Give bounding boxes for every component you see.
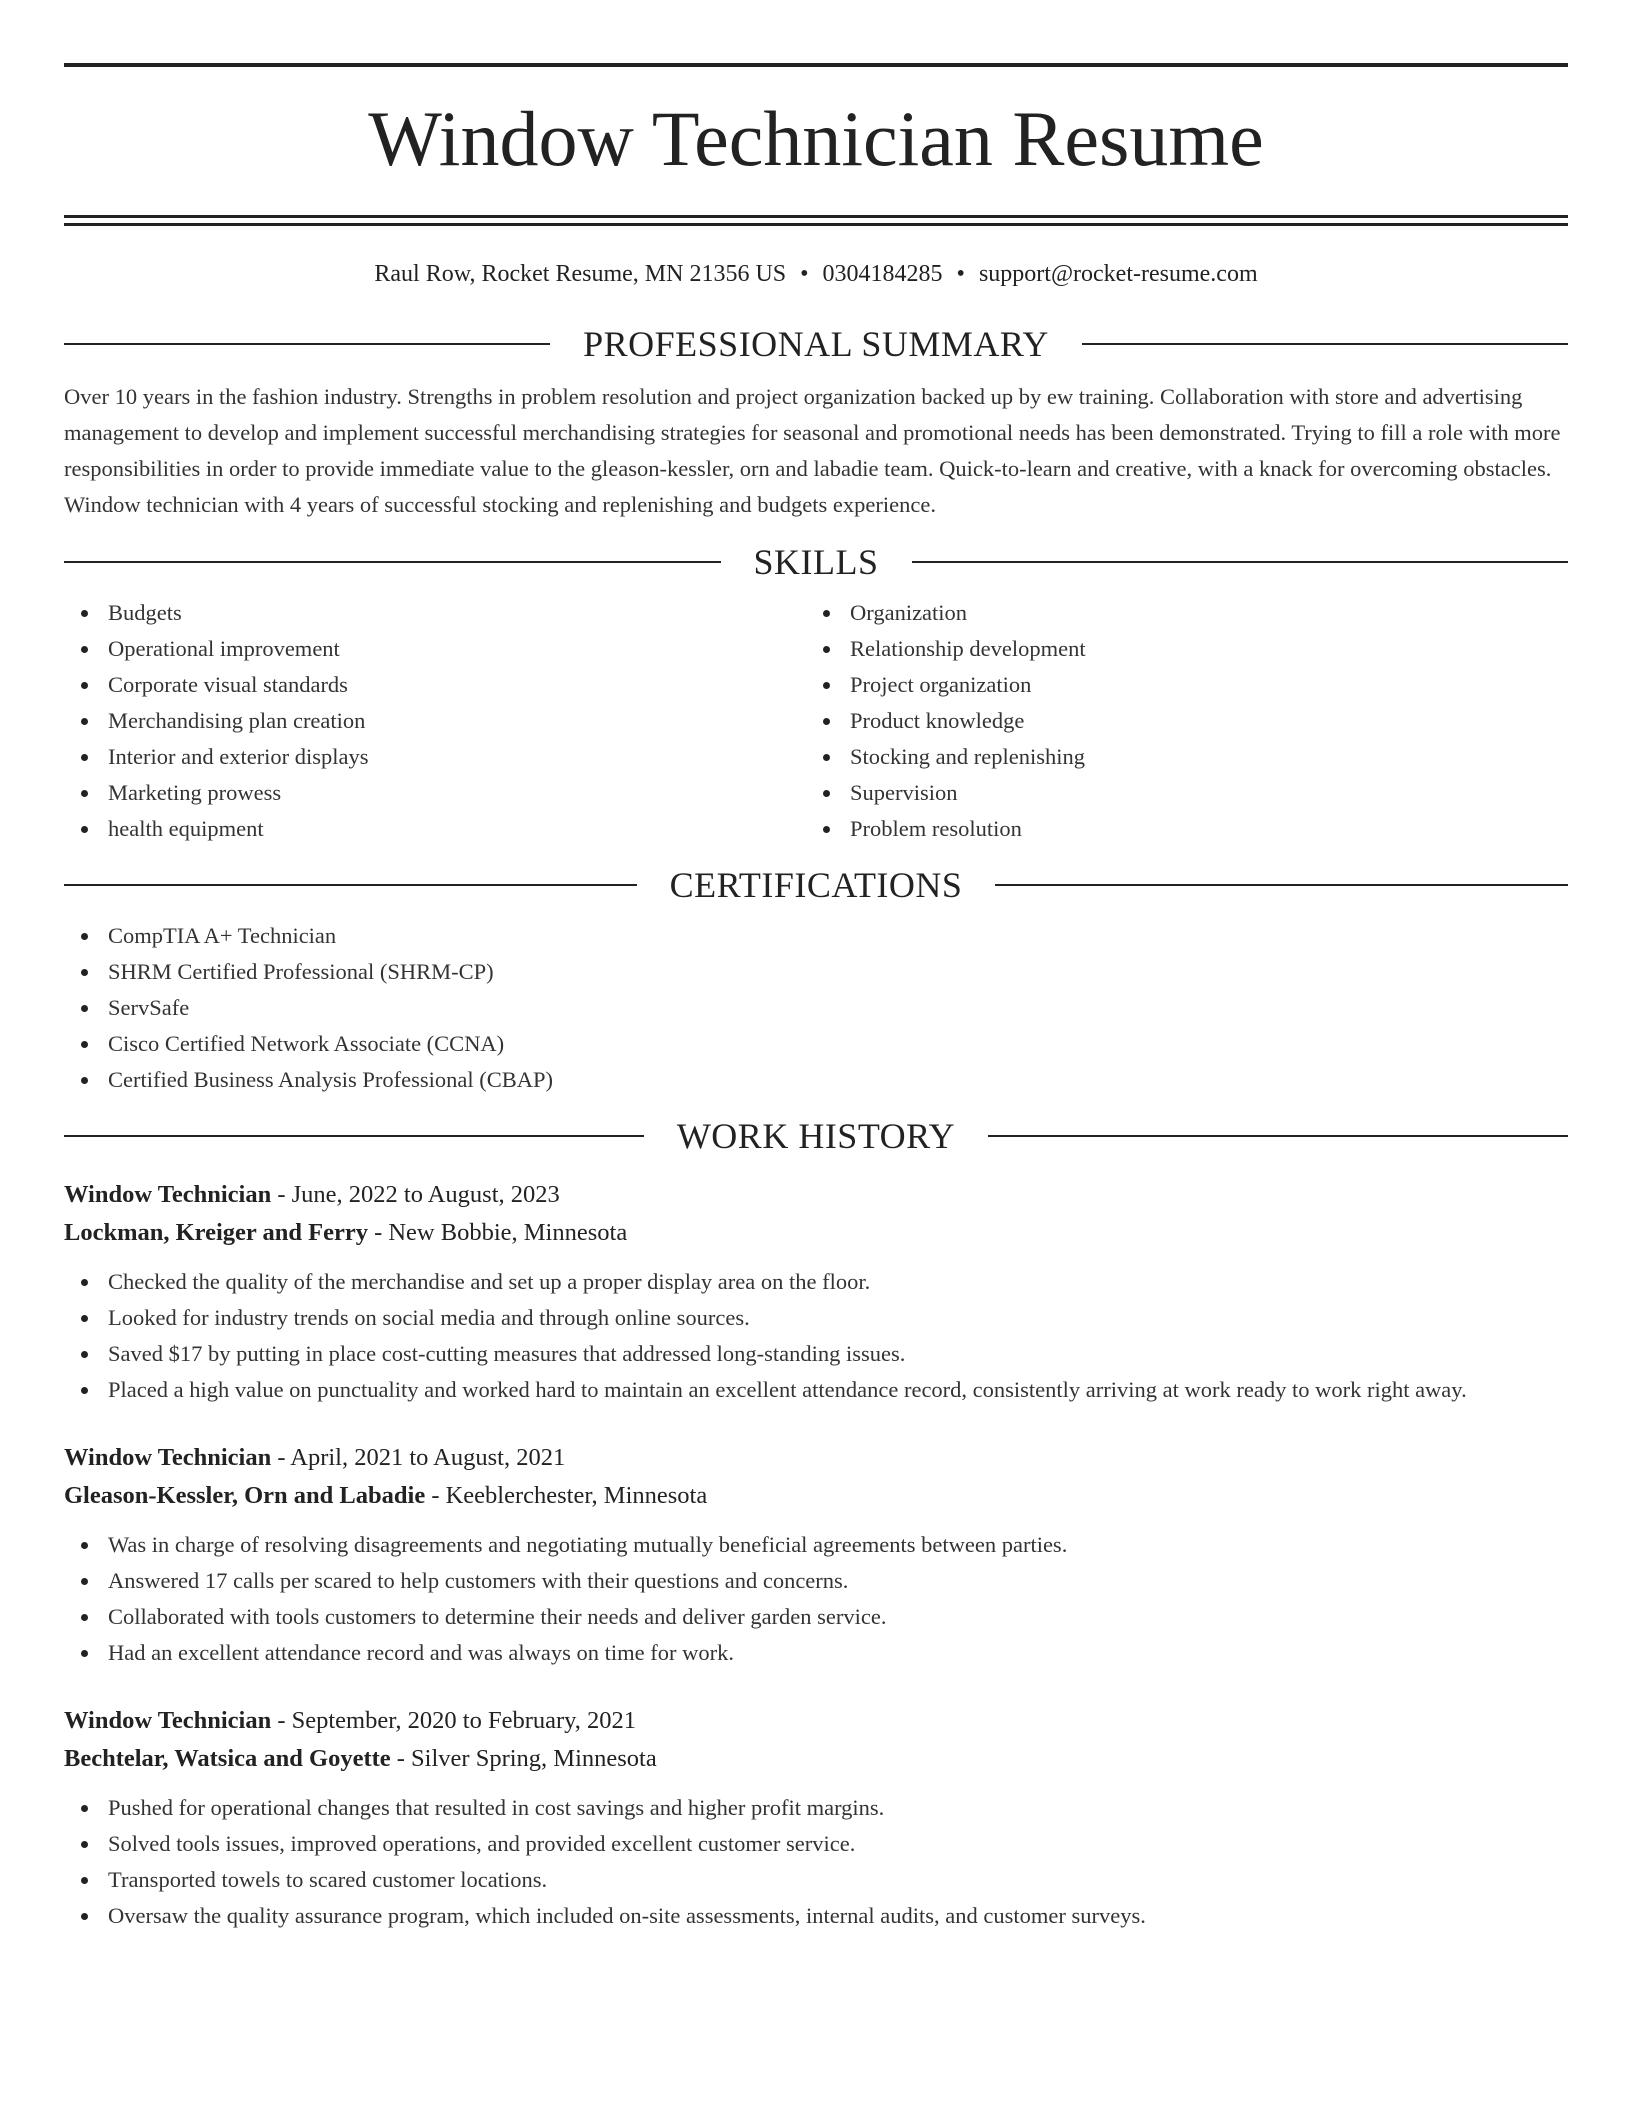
job-dates: - June, 2022 to August, 2023 bbox=[271, 1181, 560, 1208]
job-entry bbox=[64, 1702, 1568, 1934]
job-bullet: Was in charge of resolving disagreements and negotiating mutually beneficial agreements between parties. bbox=[64, 1527, 1568, 1563]
job-dates: - September, 2020 to February, 2021 bbox=[271, 1707, 637, 1734]
job-company: Gleason-Kessler, Orn and Labadie bbox=[64, 1482, 426, 1509]
job-bullet: Solved tools issues, improved operations, and provided excellent customer service. bbox=[64, 1826, 1568, 1862]
skill-item: Corporate visual standards bbox=[64, 667, 806, 703]
job-bullet: Answered 17 calls per scared to help customers with their questions and concerns. bbox=[64, 1563, 1568, 1599]
skills-columns bbox=[64, 595, 1568, 847]
top-rule bbox=[64, 63, 1568, 67]
job-company-line bbox=[64, 1740, 1568, 1778]
heading-rule-left bbox=[64, 343, 550, 345]
job-entry bbox=[64, 1439, 1568, 1671]
certification-item: SHRM Certified Professional (SHRM-CP) bbox=[64, 954, 1568, 990]
heading-rule-left bbox=[64, 884, 637, 886]
skills-list-left bbox=[64, 595, 806, 847]
job-company-line bbox=[64, 1214, 1568, 1252]
job-bullets bbox=[64, 1527, 1568, 1671]
summary-text: Over 10 years in the fashion industry. Strengths in problem resolution and project organization backed up by ew training. Collaboration with store and advertising management to develop and implement successful merchandising strategies for seasonal and promotional needs has been demonstrated. Trying to fill a role with more responsibilities in order to provide immediate value to the gleason-kessler, orn and labadie team. Quick-to-learn and creative, with a knack for overcoming obstacles. Window technician with 4 years of successful stocking and replenishing and budgets experience. bbox=[64, 384, 1561, 517]
heading-rule-left bbox=[64, 561, 721, 563]
job-title-line bbox=[64, 1439, 1568, 1477]
certification-item: ServSafe bbox=[64, 990, 1568, 1026]
skill-item: health equipment bbox=[64, 811, 806, 847]
contact-separator: • bbox=[800, 261, 809, 287]
certification-item: Certified Business Analysis Professional (CBAP) bbox=[64, 1062, 1568, 1098]
job-location: - New Bobbie, Minnesota bbox=[367, 1219, 628, 1246]
job-bullet: Had an excellent attendance record and was always on time for work. bbox=[64, 1635, 1568, 1671]
contact-line bbox=[64, 259, 1568, 289]
skill-item: Operational improvement bbox=[64, 631, 806, 667]
skills-heading-label: SKILLS bbox=[753, 542, 879, 582]
job-company-line bbox=[64, 1477, 1568, 1515]
certification-item: CompTIA A+ Technician bbox=[64, 918, 1568, 954]
job-bullet: Saved $17 by putting in place cost-cutting measures that addressed long-standing issues. bbox=[64, 1336, 1568, 1372]
summary-heading bbox=[64, 322, 1568, 366]
heading-rule-right bbox=[995, 884, 1568, 886]
skill-item: Stocking and replenishing bbox=[806, 739, 1548, 775]
job-bullet: Oversaw the quality assurance program, which included on-site assessments, internal audits, and customer surveys. bbox=[64, 1898, 1568, 1934]
job-title-line bbox=[64, 1702, 1568, 1740]
skill-item: Project organization bbox=[806, 667, 1548, 703]
certifications-list bbox=[64, 918, 1568, 1098]
job-title-line bbox=[64, 1176, 1568, 1214]
work-history-heading bbox=[64, 1114, 1568, 1158]
job-location: - Silver Spring, Minnesota bbox=[390, 1745, 657, 1772]
skill-item: Product knowledge bbox=[806, 703, 1548, 739]
skill-item: Interior and exterior displays bbox=[64, 739, 806, 775]
skill-item: Organization bbox=[806, 595, 1548, 631]
job-title: Window Technician bbox=[64, 1444, 272, 1471]
skill-item: Supervision bbox=[806, 775, 1548, 811]
job-bullet: Looked for industry trends on social media and through online sources. bbox=[64, 1300, 1568, 1336]
heading-rule-right bbox=[912, 561, 1569, 563]
work-history-heading-label: WORK HISTORY bbox=[676, 1116, 956, 1156]
resume-page bbox=[64, 63, 1568, 1934]
skills-heading bbox=[64, 540, 1568, 584]
contact-email: support@rocket-resume.com bbox=[978, 261, 1258, 287]
summary-heading-label: PROFESSIONAL SUMMARY bbox=[583, 324, 1049, 364]
contact-address: Raul Row, Rocket Resume, MN 21356 US bbox=[374, 261, 787, 287]
job-bullet: Placed a high value on punctuality and worked hard to maintain an excellent attendance record, consistently arriving at work ready to work right away. bbox=[64, 1372, 1568, 1408]
job-bullet: Checked the quality of the merchandise and set up a proper display area on the floor. bbox=[64, 1264, 1568, 1300]
job-bullet: Transported towels to scared customer locations. bbox=[64, 1862, 1568, 1898]
job-bullet: Pushed for operational changes that resulted in cost savings and higher profit margins. bbox=[64, 1790, 1568, 1826]
job-bullet: Collaborated with tools customers to determine their needs and deliver garden service. bbox=[64, 1599, 1568, 1635]
resume-title: Window Technician Resume bbox=[368, 95, 1264, 182]
skill-item: Merchandising plan creation bbox=[64, 703, 806, 739]
job-entry bbox=[64, 1176, 1568, 1408]
job-title: Window Technician bbox=[64, 1707, 272, 1734]
certification-item: Cisco Certified Network Associate (CCNA) bbox=[64, 1026, 1568, 1062]
job-company: Lockman, Kreiger and Ferry bbox=[64, 1219, 368, 1246]
job-bullets bbox=[64, 1264, 1568, 1408]
skill-item: Marketing prowess bbox=[64, 775, 806, 811]
skill-item: Budgets bbox=[64, 595, 806, 631]
certifications-heading-label: CERTIFICATIONS bbox=[669, 865, 963, 905]
job-dates: - April, 2021 to August, 2021 bbox=[271, 1444, 566, 1471]
skill-item: Relationship development bbox=[806, 631, 1548, 667]
contact-separator: • bbox=[956, 261, 965, 287]
job-bullets bbox=[64, 1790, 1568, 1934]
heading-rule-left bbox=[64, 1135, 644, 1137]
job-location: - Keeblerchester, Minnesota bbox=[425, 1482, 708, 1509]
job-company: Bechtelar, Watsica and Goyette bbox=[64, 1745, 391, 1772]
title-double-rule bbox=[64, 215, 1568, 226]
skills-list-right bbox=[806, 595, 1548, 847]
skill-item: Problem resolution bbox=[806, 811, 1548, 847]
heading-rule-right bbox=[1082, 343, 1568, 345]
job-title: Window Technician bbox=[64, 1181, 272, 1208]
heading-rule-right bbox=[988, 1135, 1568, 1137]
contact-phone: 0304184285 bbox=[822, 261, 943, 287]
certifications-heading bbox=[64, 863, 1568, 907]
